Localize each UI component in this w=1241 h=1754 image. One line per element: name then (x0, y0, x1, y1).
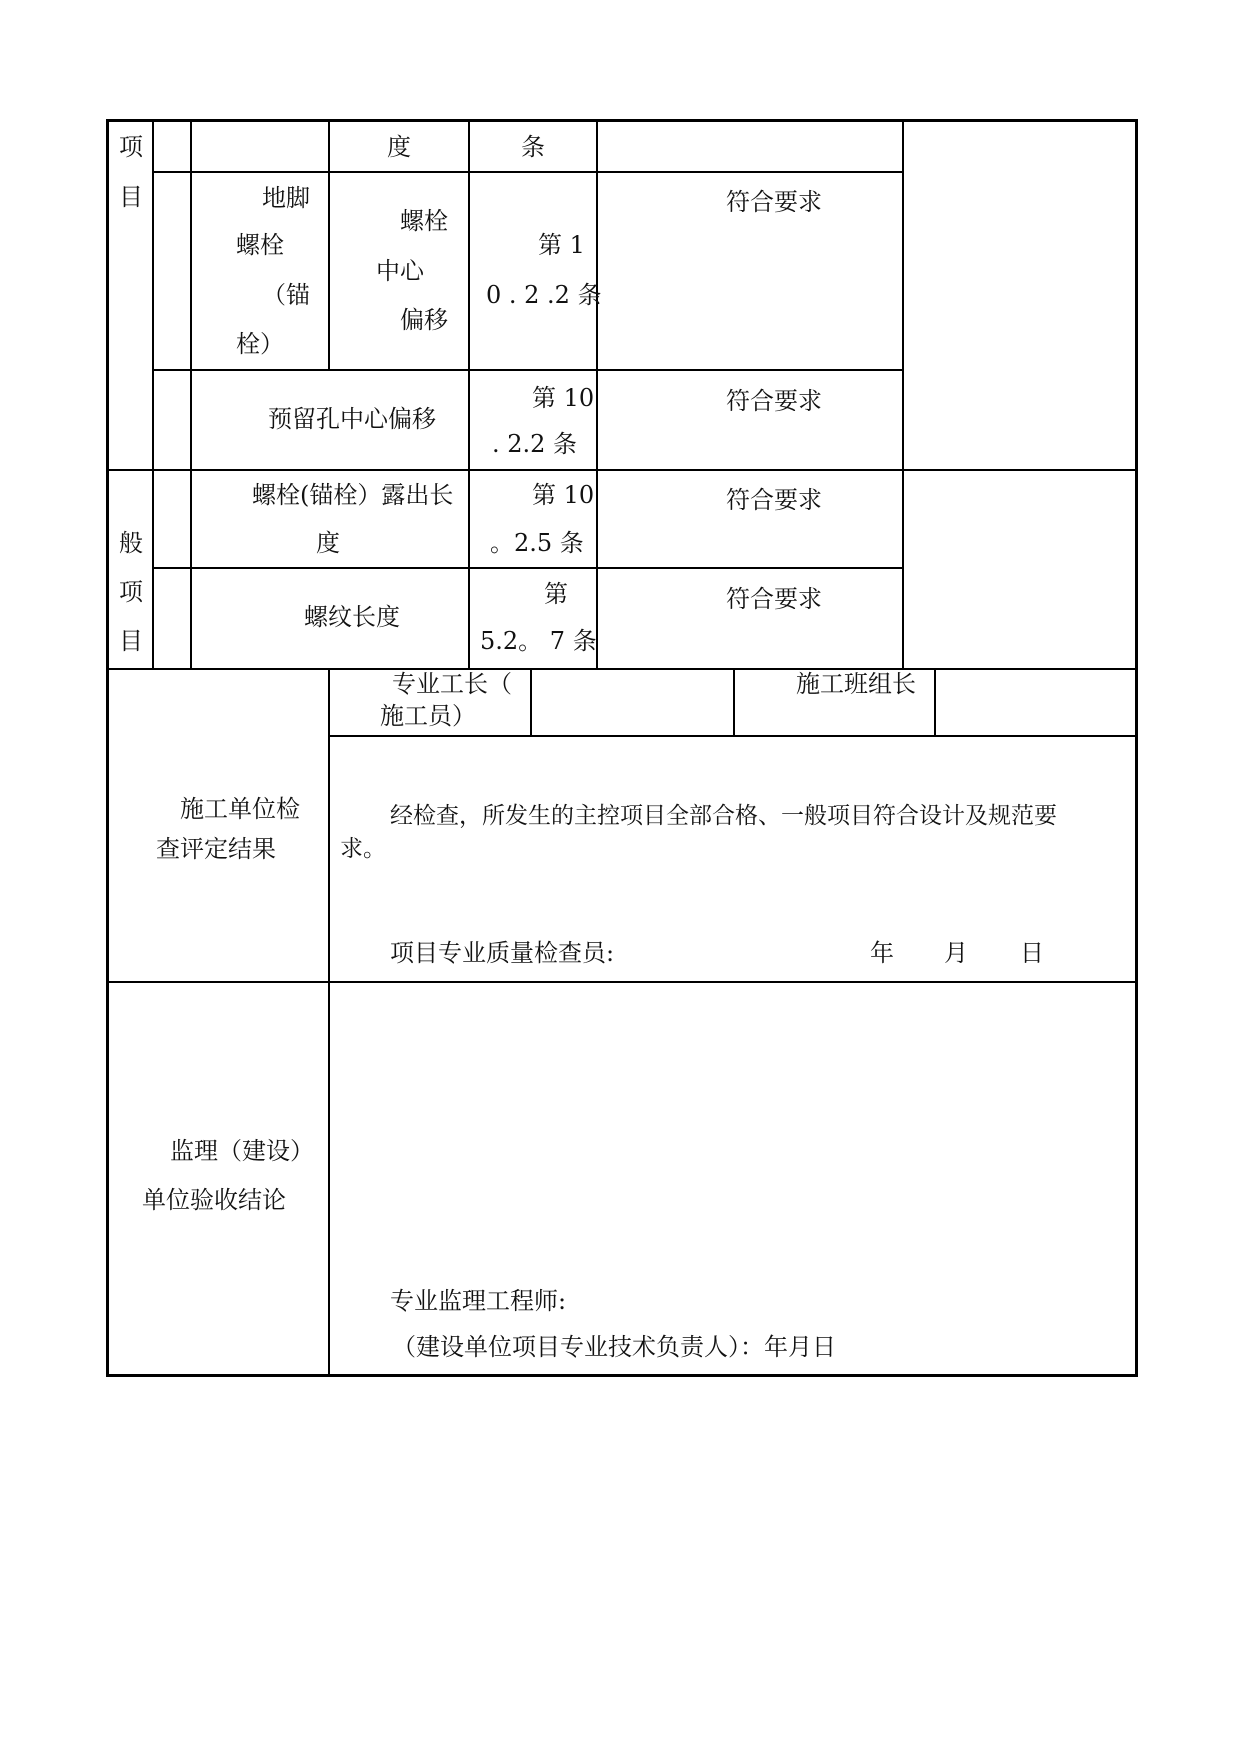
result-text: 符合要求 (726, 486, 822, 514)
grid-line (596, 119, 598, 668)
item-name: 栓） (236, 330, 284, 358)
clause-ref: 第 1 (538, 231, 585, 259)
item-subname: 偏移 (400, 306, 448, 334)
grid-line (152, 369, 903, 371)
side-label: 项 (119, 578, 143, 606)
grid-line (106, 469, 1138, 471)
header-du: 度 (387, 133, 411, 161)
side-label: 般 (119, 529, 143, 557)
clause-ref: 。2.5 条 (490, 529, 584, 557)
team-leader-label: 施工班组长 (796, 670, 916, 698)
construction-check-label: 查评定结果 (156, 835, 276, 863)
clause-ref: 第 10 (532, 481, 595, 509)
grid-line (934, 668, 936, 735)
date-day: 日 (1020, 939, 1044, 967)
grid-line (190, 119, 192, 668)
item-name: （锚 (262, 281, 310, 309)
grid-line (152, 119, 154, 668)
grid-line (468, 119, 470, 668)
clause-ref: 5.2。 7 条 (480, 627, 597, 655)
foreman-label: 施工员） (380, 702, 476, 730)
header-tiao: 条 (521, 133, 545, 161)
side-label: 目 (119, 183, 143, 211)
result-text: 符合要求 (726, 387, 822, 415)
grid-line (530, 668, 532, 735)
grid-line (152, 171, 903, 173)
grid-line (152, 567, 903, 569)
date-year: 年 (870, 939, 894, 967)
quality-inspector-label: 项目专业质量检查员: (390, 939, 615, 967)
clause-ref: 第 10 (532, 384, 595, 412)
clause-ref: 第 (544, 580, 568, 608)
clause-ref: 0 . 2 .2 条 (486, 281, 602, 309)
clause-ref: . 2.2 条 (492, 430, 578, 458)
item-name: 螺栓(锚栓）露出长 (252, 481, 454, 509)
result-text: 符合要求 (726, 188, 822, 216)
item-name: 预留孔中心偏移 (268, 405, 436, 433)
supervision-label: 监理（建设） (170, 1137, 314, 1165)
item-name: 度 (316, 529, 340, 557)
item-subname: 螺栓 (400, 207, 448, 235)
item-name: 螺栓 (236, 231, 284, 259)
supervising-engineer-label: 专业监理工程师: (390, 1287, 567, 1315)
inspection-conclusion: 求。 (340, 836, 386, 862)
foreman-label: 专业工长（ (392, 670, 512, 698)
grid-line (733, 668, 735, 735)
grid-line (902, 119, 904, 668)
item-subname: 中心 (376, 257, 424, 285)
grid-line (328, 668, 330, 1377)
construction-check-label: 施工单位检 (180, 795, 300, 823)
date-month: 月 (944, 939, 968, 967)
owner-representative-label: （建设单位项目专业技术负责人）：年月日 (392, 1333, 836, 1361)
inspection-conclusion: 经检查，所发生的主控项目全部合格、一般项目符合设计及规范要 (390, 803, 1057, 829)
item-name: 地脚 (262, 184, 310, 212)
supervision-label: 单位验收结论 (142, 1186, 286, 1214)
grid-line (106, 668, 1138, 670)
side-label: 目 (119, 627, 143, 655)
side-label: 项 (119, 133, 143, 161)
item-name: 螺纹长度 (304, 603, 400, 631)
result-text: 符合要求 (726, 585, 822, 613)
grid-line (106, 981, 1138, 983)
